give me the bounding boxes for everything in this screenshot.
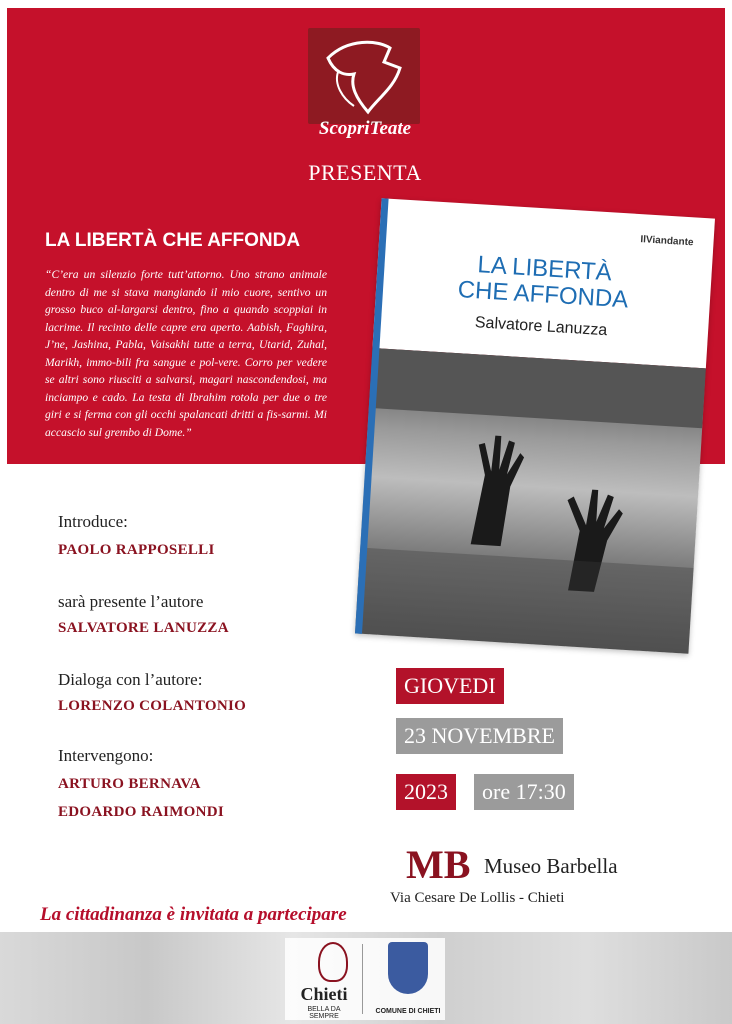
chieti-logo-text: Chieti (300, 984, 348, 1004)
author-name: SALVATORE LANUZZA (58, 620, 229, 636)
author-present-label: sarà presente l’autore (58, 592, 204, 611)
dialogue-label: Dialoga con l’autore: (58, 670, 203, 689)
year-badge: 2023 (396, 774, 456, 810)
horse-head-icon (308, 28, 420, 124)
day-badge: GIOVEDI (396, 668, 504, 704)
speaker-name-2: EDOARDO RAIMONDI (58, 804, 225, 820)
speaker-name-1: ARTURO BERNAVA (58, 776, 201, 792)
comune-crest-icon (388, 942, 428, 994)
date-badge: 23 NOVEMBRE (396, 718, 563, 754)
chieti-tagline: BELLA DA SEMPRE (307, 1006, 341, 1020)
invitation-text: La cittadinanza è invitata a partecipare (40, 904, 347, 925)
book-author: Salvatore Lanuzza (474, 314, 608, 340)
comune-label: COMUNE DI CHIETI (375, 1008, 441, 1015)
book-cover-photo (355, 348, 706, 654)
time-badge: ore 17:30 (474, 774, 574, 810)
introduce-name: PAOLO RAPPOSELLI (58, 542, 215, 558)
footer-divider (362, 944, 363, 1014)
venue-address: Via Cesare De Lollis - Chieti (390, 890, 565, 906)
venue-name: Museo Barbella (484, 854, 618, 878)
scopriteate-logo (308, 28, 420, 124)
hands-in-water-image (355, 348, 706, 654)
book-title-line1: LA LIBERTÀ (476, 251, 613, 287)
chieti-head-icon (318, 942, 348, 982)
event-quote: “C’era un silenzio forte tutt’attorno. Uno strano animale dentro di me si stava mangiando il mio cuore, sentivo un grosso buco al-largarsi dentro, fino a quando scoppiai in lacrime. Il recinto delle capre era aperto. Aabish, Faghira, J’ne, Jashina, Pabla, Vaisakhi tutte a terra, Utarid, Zuhal, Marikh, immo-bili fra sangue e pol-vere. Corro per vedere se altri sono riusciti a salvarsi, magari nascondendosi, ma inciampo e cado. La testa di Ibrahim rotola per due o tre giri e si ferma con gli occhi spalancati dritti a fis-sarmi. Mi accascio sul grembo di Dome.” (45, 268, 327, 439)
logo-text: ScopriTeate (318, 118, 412, 139)
book-title-line2: CHE AFFONDA (457, 276, 630, 314)
dialogue-name: LORENZO COLANTONIO (58, 698, 247, 714)
book-cover (355, 198, 715, 654)
book-publisher: IlViandante (640, 234, 694, 249)
speakers-label: Intervengono: (58, 746, 154, 765)
presenta-heading: PRESENTA (308, 160, 422, 185)
introduce-label: Introduce: (58, 512, 128, 531)
museo-barbella-logo: MB (406, 842, 471, 887)
event-title: LA LIBERTÀ CHE AFFONDA (45, 230, 301, 251)
